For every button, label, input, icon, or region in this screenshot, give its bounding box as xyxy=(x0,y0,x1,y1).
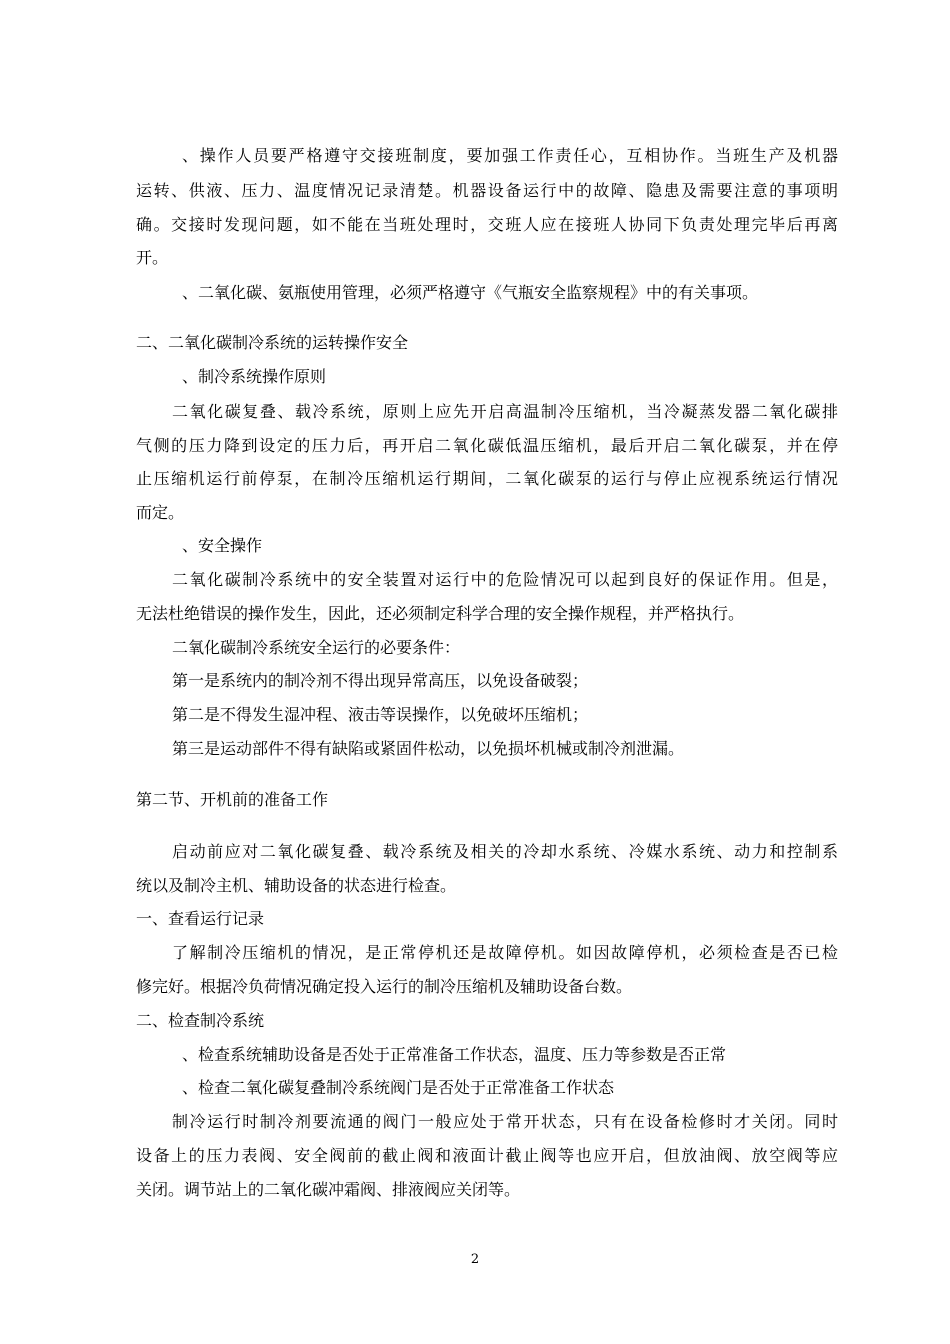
text-line: 关闭。调节站上的二氧化碳冲霜阀、排液阀应关闭等。 xyxy=(136,1180,521,1199)
text-line: 运转、供液、压力、温度情况记录清楚。机器设备运行中的故障、隐患及需要注意的事项明 xyxy=(136,181,838,200)
subsection-heading: 、检查系统辅助设备是否处于正常准备工作状态，温度、压力等参数是否正常 xyxy=(182,1045,727,1064)
section-heading: 一、查看运行记录 xyxy=(136,909,265,928)
text-line: 而定。 xyxy=(136,503,185,522)
text-line: 第三是运动部件不得有缺陷或紧固件松动，以免损坏机械或制冷剂泄漏。 xyxy=(172,739,685,758)
section-heading: 第二节、开机前的准备工作 xyxy=(136,790,329,809)
text-line: 、操作人员要严格遵守交接班制度，要加强工作责任心，互相协作。当班生产及机器 xyxy=(182,146,838,165)
section-heading: 二、二氧化碳制冷系统的运转操作安全 xyxy=(136,333,409,352)
text-line: 二氧化碳制冷系统安全运行的必要条件： xyxy=(172,638,461,657)
subsection-heading: 、安全操作 xyxy=(182,536,263,555)
text-line: 二氧化碳制冷系统中的安全装置对运行中的危险情况可以起到良好的保证作用。但是， xyxy=(172,570,838,589)
page-number: 2 xyxy=(470,1252,480,1267)
text-line: 确。交接时发现问题，如不能在当班处理时，交班人应在接班人协同下负责处理完毕后再离 xyxy=(136,215,838,234)
text-line: 第一是系统内的制冷剂不得出现异常高压，以免设备破裂； xyxy=(172,671,589,690)
text-line: 设备上的压力表阀、安全阀前的截止阀和液面计截止阀等也应开启，但放油阀、放空阀等应 xyxy=(136,1146,838,1165)
text-line: 第二是不得发生湿冲程、液击等误操作，以免破坏压缩机； xyxy=(172,705,589,724)
text-line: 了解制冷压缩机的情况，是正常停机还是故障停机。如因故障停机，必须检查是否已检 xyxy=(172,943,838,962)
section-heading: 二、检查制冷系统 xyxy=(136,1011,265,1030)
text-line: 启动前应对二氧化碳复叠、载冷系统及相关的冷却水系统、冷媒水系统、动力和控制系 xyxy=(172,842,838,861)
subsection-heading: 、检查二氧化碳复叠制冷系统阀门是否处于正常准备工作状态 xyxy=(182,1078,615,1097)
text-line: 、二氧化碳、氨瓶使用管理，必须严格遵守《气瓶安全监察规程》中的有关事项。 xyxy=(182,283,759,302)
text-line: 无法杜绝错误的操作发生，因此，还必须制定科学合理的安全操作规程，并严格执行。 xyxy=(136,604,745,623)
text-line: 制冷运行时制冷剂要流通的阀门一般应处于常开状态，只有在设备检修时才关闭。同时 xyxy=(172,1112,838,1131)
text-line: 修完好。根据冷负荷情况确定投入运行的制冷压缩机及辅助设备台数。 xyxy=(136,977,633,996)
text-line: 开。 xyxy=(136,248,169,267)
text-line: 统以及制冷主机、辅助设备的状态进行检查。 xyxy=(136,876,457,895)
text-line: 二氧化碳复叠、载冷系统，原则上应先开启高温制冷压缩机，当冷凝蒸发器二氧化碳排 xyxy=(172,402,838,421)
text-line: 止压缩机运行前停泵，在制冷压缩机运行期间，二氧化碳泵的运行与停止应视系统运行情况 xyxy=(136,469,838,488)
text-line: 气侧的压力降到设定的压力后，再开启二氧化碳低温压缩机，最后开启二氧化碳泵，并在停 xyxy=(136,436,838,455)
subsection-heading: 、制冷系统操作原则 xyxy=(182,367,327,386)
